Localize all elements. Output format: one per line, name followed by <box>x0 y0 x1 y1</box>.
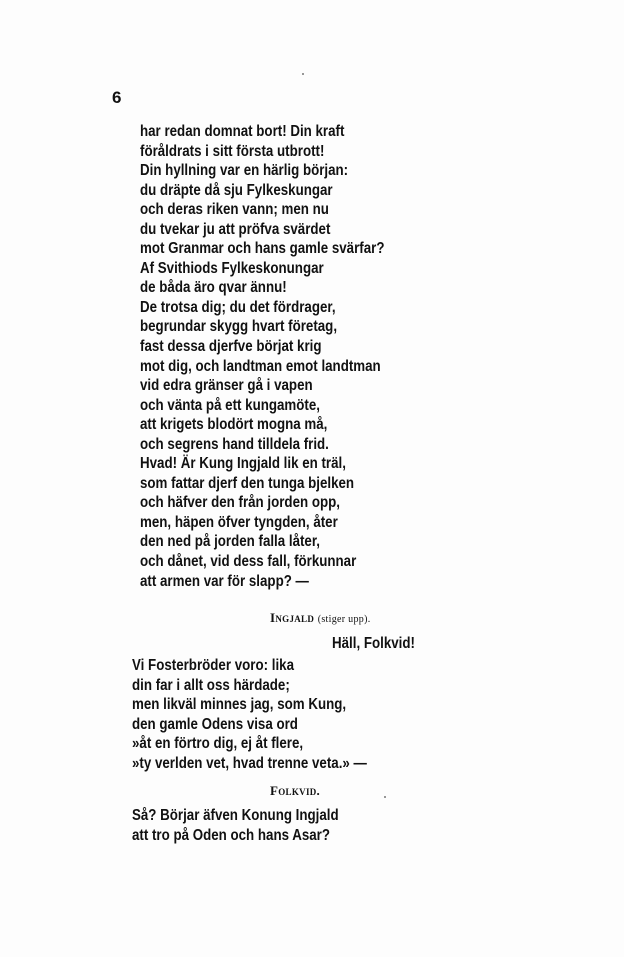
verse-line: du tvekar ju att pröfva svärdet <box>140 220 331 238</box>
verse-line-indented: Häll, Folkvid! <box>332 635 415 652</box>
stage-direction: (stiger upp). <box>317 614 371 625</box>
verse-line: och deras riken vann; men nu <box>140 201 329 219</box>
verse-line: och segrens hand tilldela frid. <box>140 435 329 453</box>
verse-line: begrundar skygg hvart företag, <box>140 318 338 336</box>
verse-line: mot dig, och landtman emot landtman <box>140 357 381 375</box>
verse-line: »ty verlden vet, hvad trenne veta.» — <box>132 754 367 772</box>
verse-line: Hvad! Är Kung Ingjald lik en träl, <box>140 455 346 473</box>
print-speck <box>384 796 386 798</box>
verse-line: den ned på jorden falla låter, <box>140 533 321 551</box>
verse-line: har redan domnat bort! Din kraft <box>140 123 345 140</box>
verse-line: som fattar djerf den tunga bjelken <box>140 474 355 492</box>
verse-block-2 <box>132 656 416 773</box>
verse-line: vid edra gränser gå i vapen <box>140 377 313 395</box>
verse-line: »åt en förtro dig, ej åt flere, <box>132 735 304 752</box>
verse-line: Af Svithiods Fylkeskonungar <box>140 259 324 277</box>
verse-line: och häfver den från jorden opp, <box>140 494 340 512</box>
verse-line: Din hyllning var en härlig början: <box>140 162 349 180</box>
verse-line: den gamle Odens visa ord <box>132 715 298 733</box>
speaker-name: Folkvid. <box>270 783 321 798</box>
verse-line: men, häpen öfver tyngden, åter <box>140 513 338 531</box>
speaker-heading-ingjald <box>270 610 371 626</box>
verse-block-1 <box>140 122 424 591</box>
print-speck <box>302 73 304 75</box>
page-number: 6 <box>112 88 122 107</box>
verse-line: de båda äro qvar ännu! <box>140 279 287 297</box>
verse-line: och vänta på ett kungamöte, <box>140 396 320 414</box>
verse-line: föråldrats i sitt första utbrott! <box>140 142 325 160</box>
verse-line: mot Granmar och hans gamle svärfar? <box>140 240 385 258</box>
speaker-name: Ingjald <box>270 610 315 625</box>
verse-block-3 <box>132 806 416 845</box>
verse-line: men likväl minnes jag, som Kung, <box>132 696 347 713</box>
verse-line: din far i allt oss härdade; <box>132 676 290 694</box>
verse-line: du dräpte då sju Fylkeskungar <box>140 181 333 199</box>
verse-line: att armen var för slapp? — <box>140 572 309 590</box>
verse-line: fast dessa djerfve börjat krig <box>140 338 322 356</box>
verse-line: och dånet, vid dess fall, förkunnar <box>140 553 357 571</box>
verse-line: Vi Fosterbröder voro: lika <box>132 657 294 674</box>
verse-line: att tro på Oden och hans Asar? <box>132 826 331 844</box>
verse-line: att krigets blodört mogna må, <box>140 416 328 434</box>
speaker-heading-folkvid <box>270 783 320 799</box>
verse-line: Så? Börjar äfven Konung Ingjald <box>132 807 339 824</box>
verse-line: De trotsa dig; du det fördrager, <box>140 298 336 316</box>
